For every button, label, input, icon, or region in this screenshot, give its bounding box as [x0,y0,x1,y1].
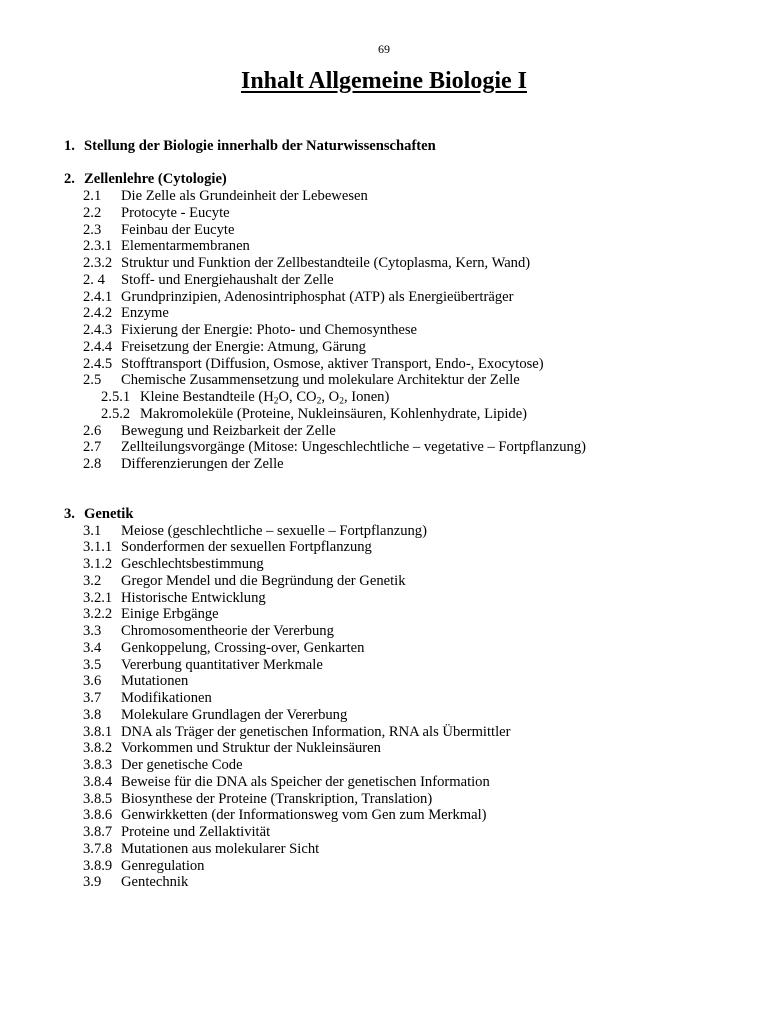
toc-entry [64,740,744,757]
toc-entry [64,590,744,607]
toc-entry [64,690,744,707]
toc-entry [64,456,744,473]
section-heading [64,506,744,523]
entry-text: Differenzierungen der Zelle [121,456,284,472]
entry-text: Mutationen [121,673,189,690]
entry-number: 2. 4 [83,271,105,288]
toc-entry [64,205,744,222]
entry-text: Enzyme [121,305,169,322]
toc-entry [64,874,744,891]
section-number: 3. [64,505,75,522]
entry-text: Historische Entwicklung [121,589,266,606]
toc-entry [64,439,744,456]
section-title: Zellenlehre (Cytologie) [84,171,227,188]
entry-number: 3.8.4 [83,773,113,790]
page-number: 69 [378,42,390,56]
entry-number: 3.8 [83,706,102,723]
toc-entry [64,238,744,255]
entry-number: 2.4.1 [83,288,113,305]
entry-number: 3.7.8 [83,840,113,857]
entry-number: 2.5 [83,372,102,389]
entry-number: 3.8.3 [83,757,113,773]
entry-number: 3.4 [83,639,102,656]
toc-entry [64,657,744,674]
entry-text: Zellteilungsvorgänge (Mitose: Ungeschlechtliche – vegetative – Fortpflanzung) [121,439,586,456]
entry-number: 3.2.2 [83,606,113,623]
page-title: Inhalt Allgemeine Biologie I [240,68,527,94]
entry-number: 2.3.1 [83,238,113,255]
toc-entry [64,305,744,322]
entry-number: 2.5.2 [101,405,131,422]
entry-text: Chromosomentheorie der Vererbung [121,623,334,639]
entry-number: 2.5.1 [101,389,131,405]
entry-number: 2.7 [83,439,102,456]
entry-text: Makromoleküle (Proteine, Nukleinsäuren, Kohlenhydrate, Lipide) [140,405,528,422]
toc-entry [64,673,744,690]
toc-entry [64,272,744,289]
table-of-contents [64,138,744,891]
section-title: Stellung der Biologie innerhalb der Naturwissenschaften [84,138,436,154]
entry-text: Stoff- und Energiehaushalt der Zelle [121,271,334,288]
entry-number: 3.1.1 [83,539,113,556]
entry-number: 3.1.2 [83,556,113,572]
entry-number: 3.8.5 [83,790,113,807]
entry-text: Genregulation [121,857,205,874]
entry-text: Molekulare Grundlagen der Vererbung [121,706,348,723]
entry-number: 3.8.1 [83,723,113,740]
entry-text: Freisetzung der Energie: Atmung, Gärung [121,338,366,355]
toc-entry [64,339,744,356]
section-heading [64,138,744,155]
toc-entry [64,757,744,774]
toc-entry [64,774,744,791]
entry-number: 3.5 [83,656,102,673]
toc-entry [64,556,744,573]
entry-text: Kleine Bestandteile ($H_2O$, $CO_2$, $O_2$, Ionen) [140,389,390,407]
entry-text: Die Zelle als Grundeinheit der Lebewesen [121,188,368,204]
entry-number: 3.1 [83,522,102,539]
entry-text: Sonderformen der sexuellen Fortpflanzung [121,539,372,556]
toc-entry [64,858,744,875]
toc-entry [64,724,744,741]
section-number: 2. [64,171,75,188]
entry-number: 3.8.9 [83,857,113,874]
entry-text: Struktur und Funktion der Zellbestandteile (Cytoplasma, Kern, Wand) [121,255,531,271]
toc-entry [64,523,744,540]
entry-number: 2.4.4 [83,338,113,355]
entry-text: DNA als Träger der genetischen Information, RNA als Übermittler [121,723,511,740]
entry-text: Meiose (geschlechtliche – sexuelle – Fortpflanzung) [121,522,427,539]
section-number: 1. [64,138,75,154]
toc-entry [64,255,744,272]
toc-entry [64,807,744,824]
toc-entry [64,372,744,389]
toc-entry [64,824,744,841]
entry-number: 3.7 [83,690,102,706]
entry-text: Elementarmembranen [121,238,250,255]
toc-entry [64,606,744,623]
entry-text: Stofftransport (Diffusion, Osmose, aktiver Transport, Endo-, Exocytose) [121,355,544,372]
entry-number: 2.4.3 [83,322,113,338]
section-heading [64,171,744,188]
entry-text: Biosynthese der Proteine (Transkription, Translation) [121,790,433,807]
toc-entry [64,289,744,306]
toc-entry [64,188,744,205]
toc-entry [64,222,744,239]
entry-number: 3.8.6 [83,807,113,824]
entry-text: Der genetische Code [121,757,243,773]
entry-number: 2.4.5 [83,355,113,372]
entry-text: Gentechnik [121,874,189,891]
entry-text: Chemische Zusammensetzung und molekulare Architektur der Zelle [121,372,520,389]
entry-text: Fixierung der Energie: Photo- und Chemosynthese [121,322,418,338]
toc-entry [64,573,744,590]
entry-number: 2.8 [83,456,102,472]
toc-entry [64,623,744,640]
entry-text: Mutationen aus molekularer Sicht [121,840,320,857]
entry-text: Modifikationen [121,690,212,706]
entry-number: 2.3.2 [83,255,113,271]
section-title: Genetik [84,505,134,522]
toc-entry [64,356,744,373]
toc-entry [64,791,744,808]
entry-number: 3.2.1 [83,589,113,606]
entry-text: Beweise für die DNA als Speicher der genetischen Information [121,773,490,790]
toc-entry [64,406,744,423]
entry-text: Bewegung und Reizbarkeit der Zelle [121,422,336,439]
toc-entry [64,322,744,339]
entry-number: 2.4.2 [83,305,113,322]
toc-entry [64,539,744,556]
entry-number: 3.6 [83,673,102,690]
toc-entry [64,707,744,724]
entry-text: Vererbung quantitativer Merkmale [121,656,323,673]
toc-entry [64,423,744,440]
toc-entry [64,640,744,657]
entry-text: Protocyte - Eucyte [121,204,230,221]
entry-text: Grundprinzipien, Adenosintriphosphat (ATP) als Energieüberträger [121,288,514,305]
entry-text: Vorkommen und Struktur der Nukleinsäuren [121,740,381,757]
entry-text: Feinbau der Eucyte [121,221,235,238]
entry-text: Genkoppelung, Crossing-over, Genkarten [121,639,365,656]
entry-number: 2.2 [83,204,102,221]
entry-number: 2.6 [83,422,102,439]
entry-text: Einige Erbgänge [121,606,219,623]
entry-number: 3.3 [83,623,102,639]
entry-text: Gregor Mendel und die Begründung der Genetik [121,572,406,589]
toc-entry [64,389,744,406]
entry-number: 2.3 [83,221,102,238]
entry-text: Geschlechtsbestimmung [121,556,264,572]
entry-number: 3.2 [83,572,102,589]
entry-number: 2.1 [83,188,102,204]
entry-text: Genwirkketten (der Informationsweg vom Gen zum Merkmal) [121,807,487,824]
toc-entry [64,841,744,858]
entry-text: Proteine und Zellaktivität [121,824,271,840]
entry-number: 3.8.2 [83,740,113,757]
entry-number: 3.8.7 [83,824,113,840]
entry-number: 3.9 [83,874,102,891]
